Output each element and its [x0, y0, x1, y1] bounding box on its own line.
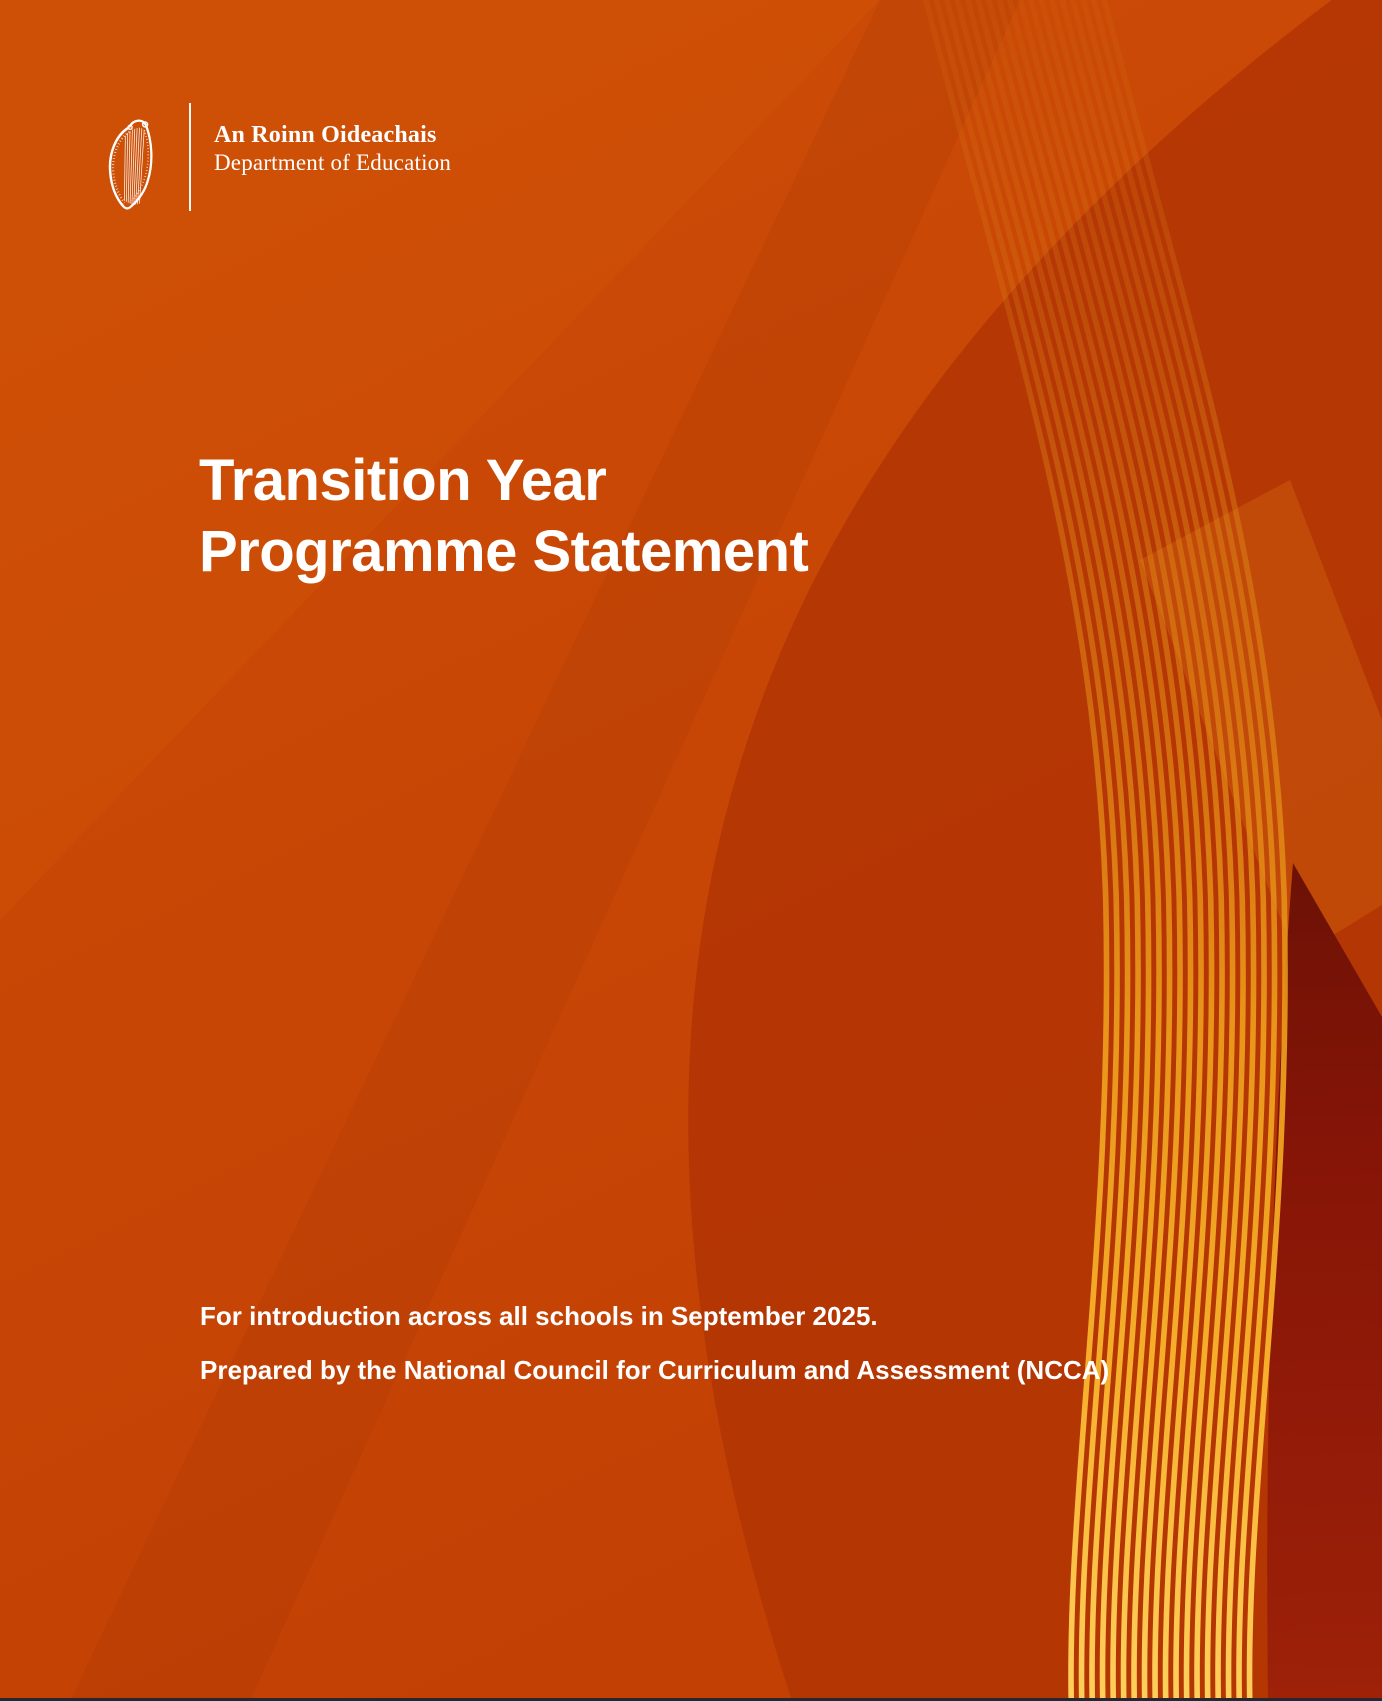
irish-harp-icon — [100, 116, 162, 214]
cover-notes — [200, 1301, 1250, 1386]
note-prepared-by: Prepared by the National Council for Curriculum and Assessment (NCCA) — [200, 1355, 1110, 1385]
note-introduction: For introduction across all schools in September 2025. — [200, 1301, 878, 1331]
dept-name-english: Department of Education — [214, 150, 452, 175]
cover-title-line1: Transition Year — [199, 448, 607, 513]
cover-title-line2: Programme Statement — [199, 519, 809, 584]
logo-divider — [189, 103, 191, 211]
cover-title — [199, 445, 808, 587]
department-logo — [100, 112, 452, 214]
dept-name-irish: An Roinn Oideachais — [214, 122, 437, 148]
